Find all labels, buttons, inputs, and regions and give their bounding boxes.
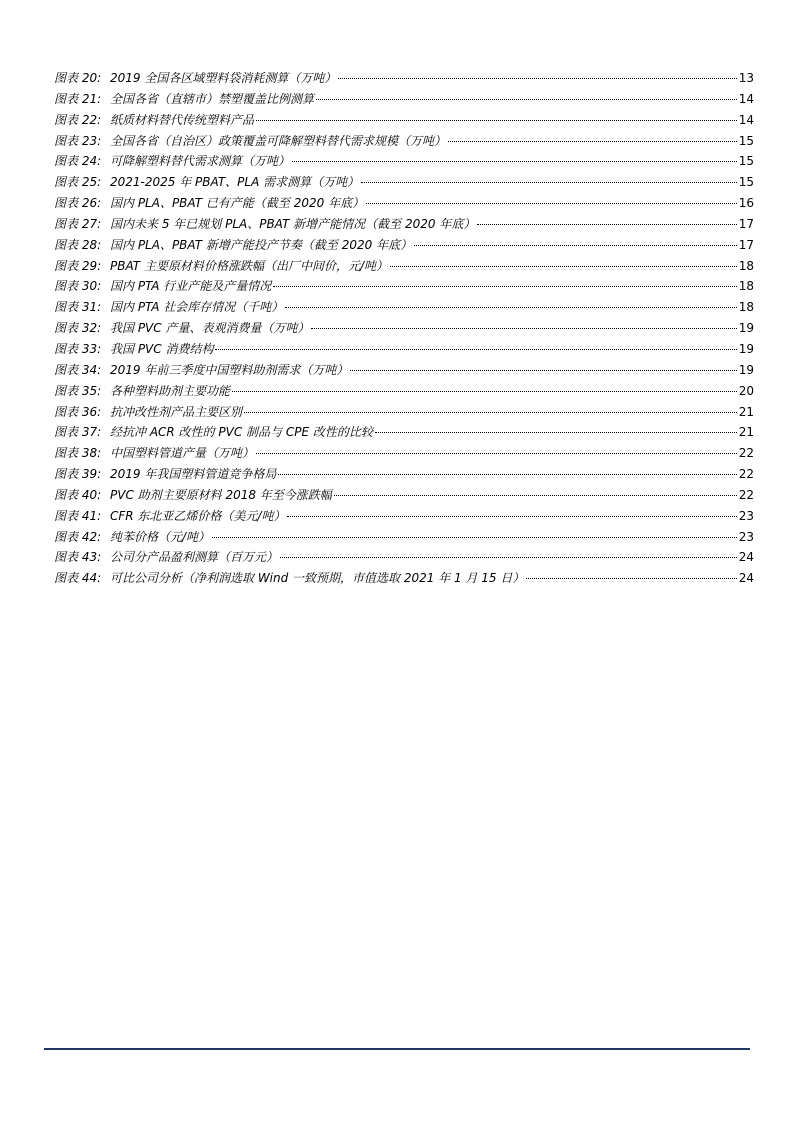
toc-entry-label: 图表 44: [54,571,102,586]
toc-entry-page-number: 24 [738,550,754,565]
toc-entry-page-number: 19 [738,321,754,336]
toc-entry-label: 图表 36: [54,404,102,419]
toc-entry-label: 图表 31: [54,300,102,315]
toc-dot-leader [292,161,737,162]
toc-entry-title: 抗冲改性剂产品主要区别 [110,404,243,419]
toc-dot-leader [244,412,737,413]
toc-dot-leader [334,495,737,496]
toc-entry-title: 纸质材料替代传统塑料产品 [110,112,255,127]
toc-entry[interactable] [54,256,754,277]
toc-entry-title: PBAT 主要原材料价格涨跌幅（出厂中间价，元/吨） [110,258,388,273]
toc-entry-page-number: 22 [738,467,754,482]
toc-dot-leader [350,370,736,371]
toc-entry-title: 中国塑料管道产量（万吨） [110,446,255,461]
toc-entry-page-number: 14 [738,91,754,106]
toc-entry[interactable] [54,485,754,506]
toc-entry-page-number: 19 [738,341,754,356]
toc-entry-title: 各种塑料助剂主要功能 [110,383,231,398]
toc-entry-title: 可降解塑料替代需求测算（万吨） [110,154,291,169]
toc-entry-label: 图表 29: [54,258,102,273]
toc-dot-leader [316,99,737,100]
toc-dot-leader [273,286,736,287]
toc-entry[interactable] [54,193,754,214]
toc-entry-page-number: 18 [738,258,754,273]
toc-entry-page-number: 18 [738,279,754,294]
toc-entry[interactable] [54,527,754,548]
toc-entry-label: 图表 37: [54,425,102,440]
toc-entry[interactable] [54,443,754,464]
toc-dot-leader [338,78,736,79]
toc-entry-page-number: 14 [738,112,754,127]
toc-entry-page-number: 18 [738,300,754,315]
toc-entry-label: 图表 25: [54,175,102,190]
toc-entry[interactable] [54,110,754,131]
toc-entry-title: 2019 年前三季度中国塑料助剂需求（万吨） [110,362,349,377]
toc-entry-label: 图表 27: [54,216,102,231]
toc-entry-title: 公司分产品盈利测算（百万元） [110,550,279,565]
toc-entry-label: 图表 26: [54,196,102,211]
toc-entry-label: 图表 35: [54,383,102,398]
toc-entry-page-number: 15 [738,133,754,148]
toc-entry-label: 图表 43: [54,550,102,565]
toc-entry-title: 国内未来 5 年已规划 PLA、PBAT 新增产能情况（截至 2020 年底） [110,216,476,231]
toc-entry[interactable] [54,464,754,485]
toc-entry-label: 图表 20: [54,71,102,85]
toc-entry-page-number: 15 [738,154,754,169]
toc-entry-label: 图表 23: [54,133,102,148]
toc-dot-leader [390,266,737,267]
toc-entry[interactable] [54,318,754,339]
toc-entry[interactable] [54,68,754,89]
toc-entry-title: PVC 助剂主要原材料 2018 年至今涨跌幅 [110,487,332,502]
toc-entry-page-number: 22 [738,446,754,461]
toc-entry[interactable] [54,89,754,110]
toc-entry[interactable] [54,381,754,402]
toc-dot-leader [215,349,736,350]
toc-dot-leader [414,245,737,246]
toc-entry-page-number: 17 [738,216,754,231]
footer-rule [44,1048,750,1050]
toc-entry-page-number: 15 [738,175,754,190]
toc-entry-page-number: 13 [738,71,754,85]
toc-dot-leader [278,474,736,475]
toc-dot-leader [311,328,736,329]
toc-entry[interactable] [54,402,754,423]
toc-entry[interactable] [54,297,754,318]
toc-entry-title: 2021-2025 年 PBAT、PLA 需求测算（万吨） [110,175,360,190]
toc-entry-label: 图表 22: [54,112,102,127]
toc-entry[interactable] [54,360,754,381]
toc-entry-page-number: 23 [738,529,754,544]
toc-entry-page-number: 24 [738,571,754,586]
toc-entry-title: 全国各省（直辖市）禁塑覆盖比例测算 [110,91,315,106]
toc-dot-leader [256,453,737,454]
toc-entry-title: 纯苯价格（元/吨） [110,529,211,544]
toc-entry-title: 国内 PLA、PBAT 已有产能（截至 2020 年底） [110,196,365,211]
toc-entry[interactable] [54,151,754,172]
toc-entry-page-number: 19 [738,362,754,377]
toc-entry-title: 我国 PVC 产量、表观消费量（万吨） [110,321,310,336]
toc-entry-label: 图表 42: [54,529,102,544]
toc-entry[interactable] [54,568,754,589]
toc-dot-leader [256,120,737,121]
toc-dot-leader [285,307,736,308]
toc-entry[interactable] [54,131,754,152]
toc-entry[interactable] [54,172,754,193]
toc-dot-leader [477,224,736,225]
toc-entry[interactable] [54,339,754,360]
toc-entry-page-number: 21 [738,425,754,440]
toc-entry-title: 国内 PTA 社会库存情况（千吨） [110,300,284,315]
toc-entry-page-number: 20 [738,383,754,398]
toc-dot-leader [280,557,737,558]
toc-entry[interactable] [54,422,754,443]
toc-entry-label: 图表 30: [54,279,102,294]
toc-dot-leader [232,391,737,392]
toc-entry[interactable] [54,276,754,297]
toc-entry-label: 图表 33: [54,341,102,356]
toc-dot-leader [287,516,736,517]
toc-dot-leader [526,578,736,579]
toc-entry-title: 国内 PLA、PBAT 新增产能投产节奏（截至 2020 年底） [110,237,413,252]
toc-entry-label: 图表 21: [54,91,102,106]
toc-dot-leader [361,182,737,183]
toc-entry-label: 图表 32: [54,321,102,336]
toc-entry-page-number: 17 [738,237,754,252]
toc-dot-leader [366,203,737,204]
toc-entry-page-number: 22 [738,487,754,502]
toc-entry-page-number: 21 [738,404,754,419]
toc-entry[interactable] [54,506,754,527]
toc-entry-title: 可比公司分析（净利润选取 Wind 一致预期，市值选取 2021 年 1 月 15 日） [110,571,525,586]
toc-entry-label: 图表 40: [54,487,102,502]
toc-entry-label: 图表 39: [54,467,102,482]
toc-entry-title: 2019 年我国塑料管道竞争格局 [110,467,277,482]
toc-dot-leader [448,141,737,142]
toc-entry-label: 图表 24: [54,154,102,169]
toc-dot-leader [375,432,737,433]
toc-entry-title: 我国 PVC 消费结构 [110,341,214,356]
toc-entry[interactable] [54,214,754,235]
toc-entry-label: 图表 41: [54,508,102,523]
toc-entry-page-number: 16 [738,196,754,211]
toc-dot-leader [212,537,737,538]
toc-entry[interactable] [54,547,754,568]
toc-entry[interactable] [54,235,754,256]
toc-entry-label: 图表 38: [54,446,102,461]
toc-entry-label: 图表 28: [54,237,102,252]
figure-index-list [54,68,754,589]
toc-entry-title: 国内 PTA 行业产能及产量情况 [110,279,272,294]
toc-entry-title: 2019 全国各区域塑料袋消耗测算（万吨） [110,71,337,85]
toc-entry-title: CFR 东北亚乙烯价格（美元/吨） [110,508,286,523]
toc-entry-title: 全国各省（自治区）政策覆盖可降解塑料替代需求规模（万吨） [110,133,447,148]
toc-entry-title: 经抗冲 ACR 改性的 PVC 制品与 CPE 改性的比较 [110,425,373,440]
toc-entry-label: 图表 34: [54,362,102,377]
toc-entry-page-number: 23 [738,508,754,523]
